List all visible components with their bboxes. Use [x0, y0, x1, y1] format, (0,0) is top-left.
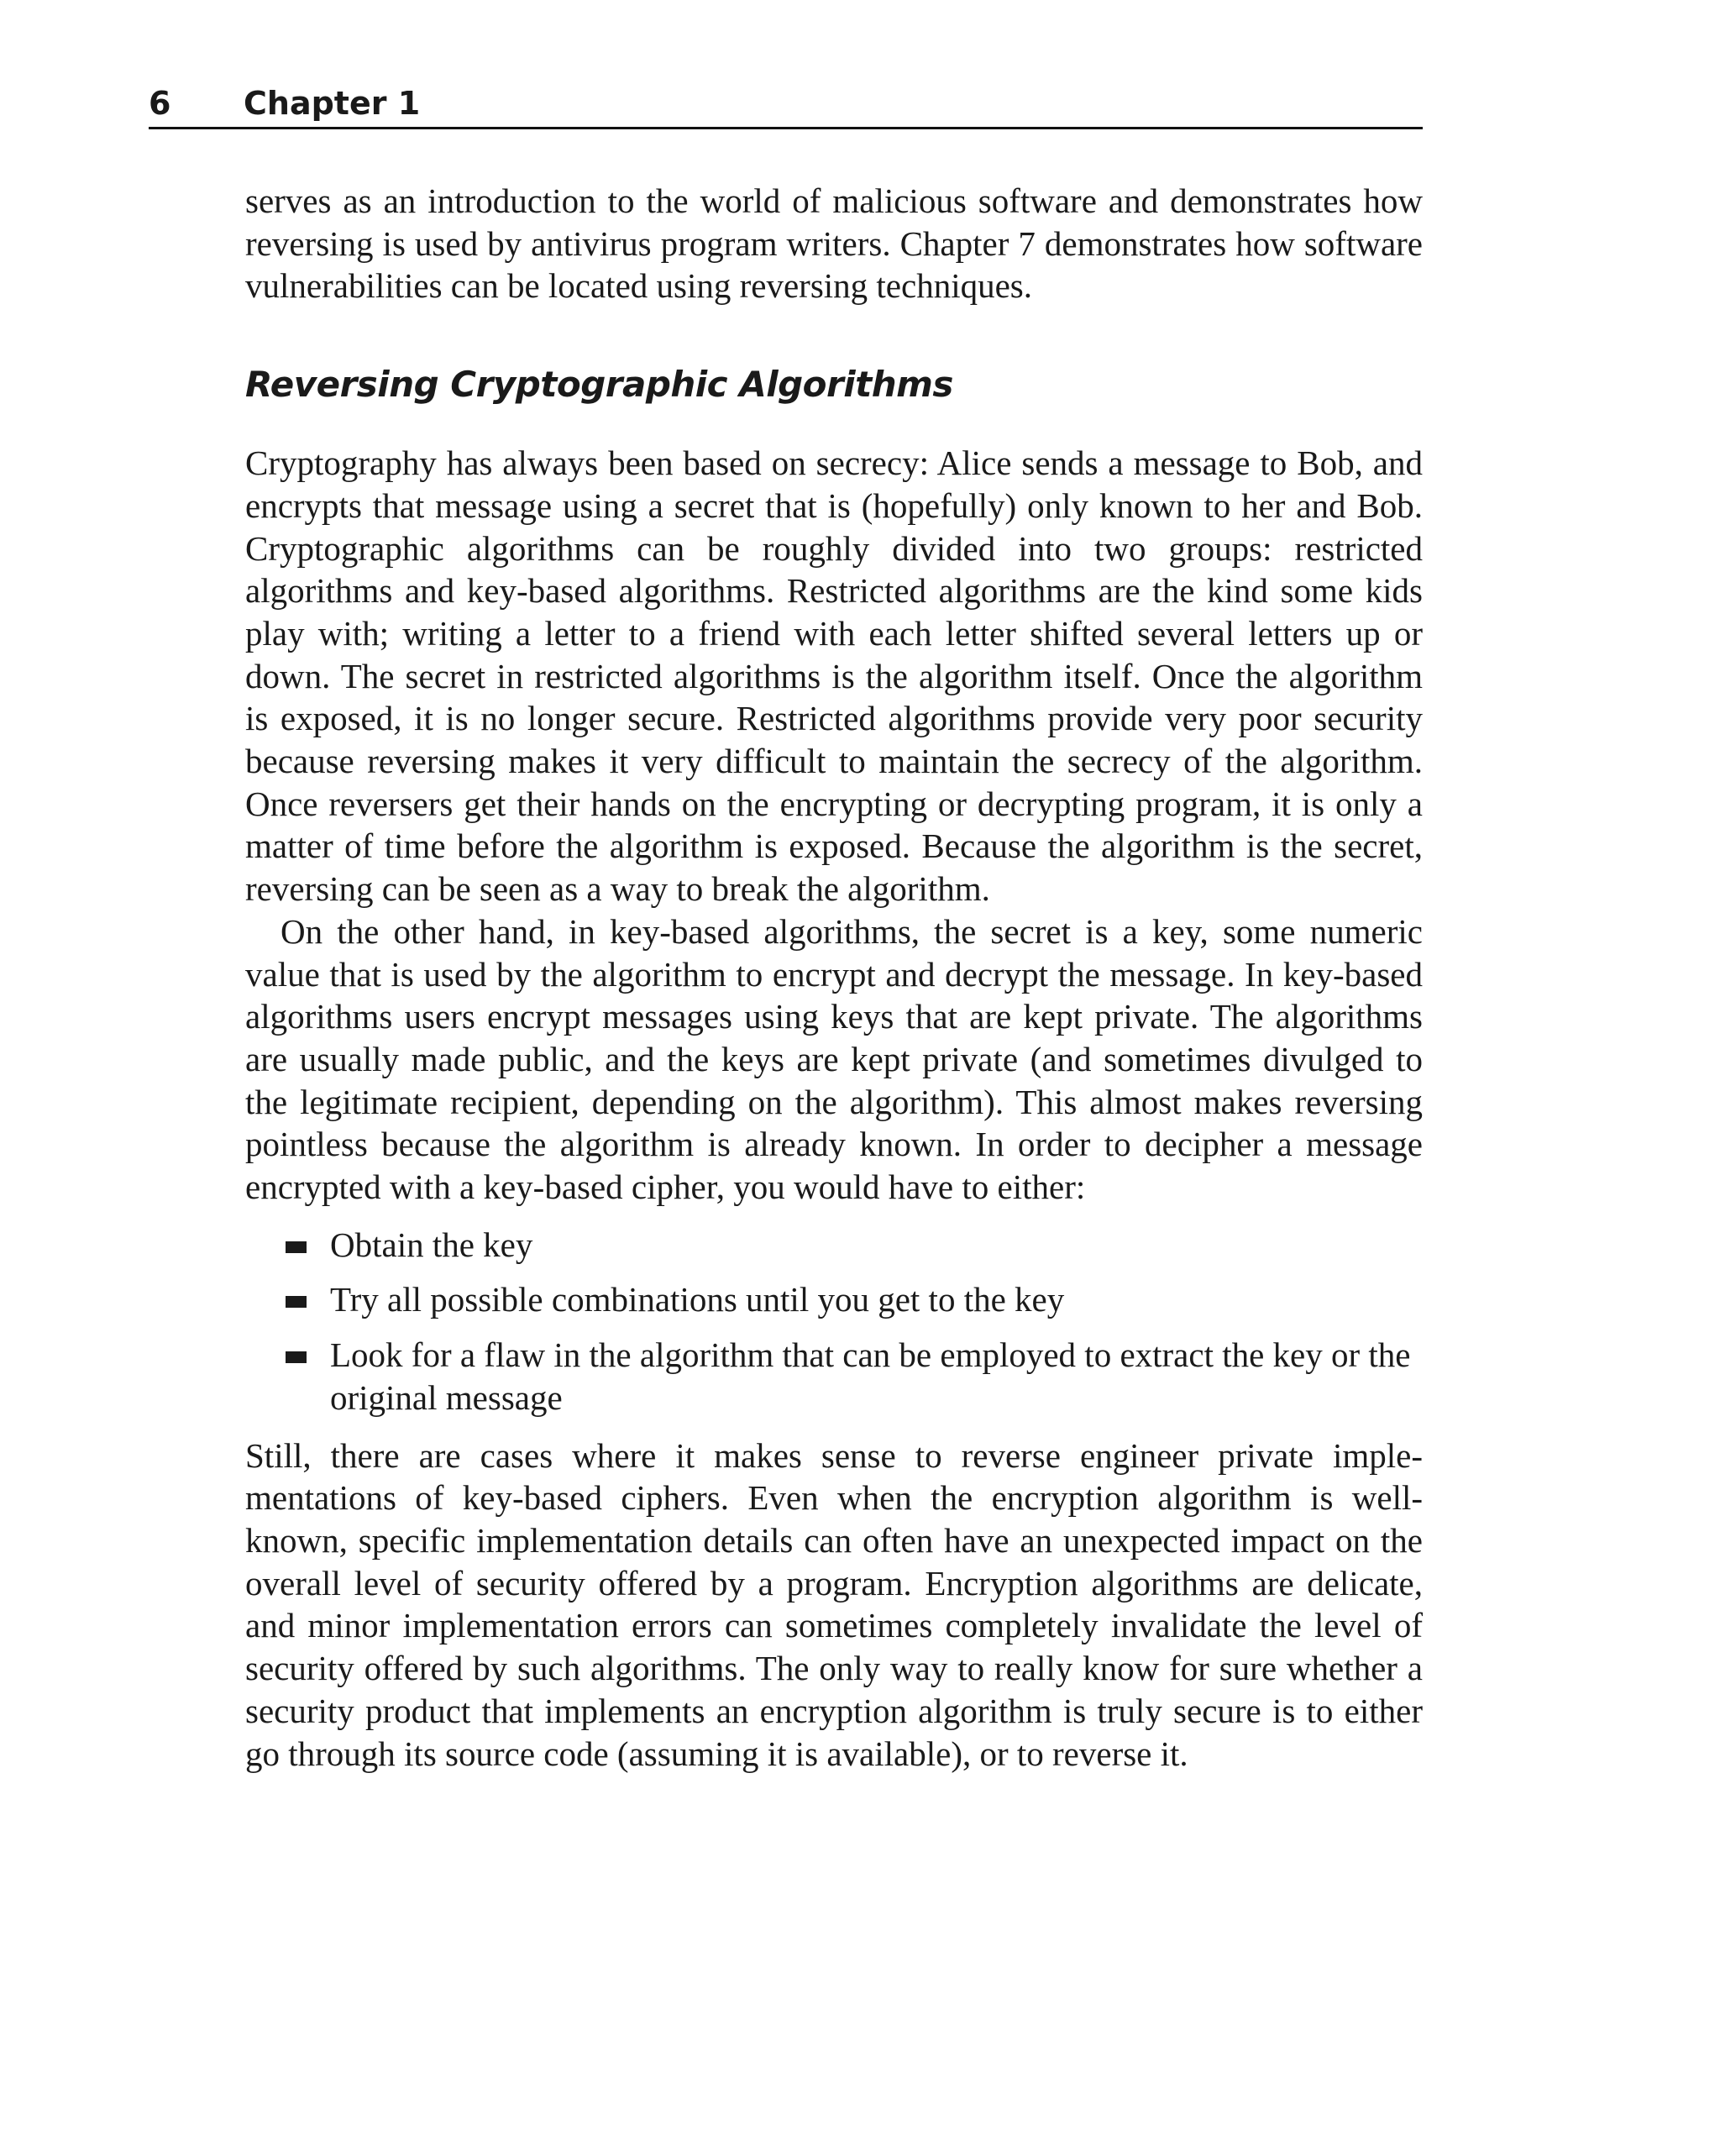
body-paragraph-3: Still, there are cases where it makes sense to reverse engineer private implementations of key-based ciphers. Even when the encryption algorithm is well-known, specific implementation details can often have an unexpected impact on the overall level of security offered by a program. Encryption algorithms are delicate, and minor implementation errors can sometimes completely invalidate the level of security offered by such algorithms. The only way to really know for sure whether a security product that implements an encryption algorithm is truly secure is to either go through its source code (assuming it is available), or to reverse it.	[245, 1435, 1423, 1773]
list-item-text: Try all possible combinations until you get to the key	[330, 1280, 1065, 1319]
square-bullet-icon	[286, 1241, 307, 1253]
body-paragraph-2: On the other hand, in key-based algorithms, the secret is a key, some numeric value that is used by the algorithm to encrypt and decrypt the message. In key-based algorithms users encrypt messages using keys that are kept private. The algorithms are usually made public, and the keys are kept private (and sometimes divulged to the legitimate recipient, depending on the algorithm). This almost makes reversing pointless because the algorithm is already known. In order to decipher a message encrypted with a key-based cipher, you would have to either:	[245, 911, 1423, 1207]
square-bullet-icon	[286, 1351, 307, 1363]
section-heading: Reversing Cryptographic Algorithms	[245, 364, 953, 406]
intro-paragraph: serves as an introduction to the world of malicious software and demonstrates how reversing is used by antivirus program writers. Chapter 7 demonstrates how software vulnerabilities can be located using reversing techniques.	[245, 181, 1423, 306]
list-item	[245, 1224, 1423, 1267]
page-number: 6	[149, 85, 171, 122]
chapter-label: Chapter 1	[244, 85, 421, 122]
list-item	[245, 1334, 1423, 1419]
list-item-text: Obtain the key	[330, 1225, 533, 1264]
list-item	[245, 1278, 1423, 1321]
running-header	[149, 80, 1423, 129]
bullet-list	[245, 1224, 1423, 1419]
page-body	[245, 180, 1423, 1775]
square-bullet-icon	[286, 1296, 307, 1308]
list-item-text: Look for a flaw in the algorithm that can be employed to extract the key or the original message	[330, 1335, 1411, 1417]
body-paragraph-1: Cryptography has always been based on secrecy: Alice sends a message to Bob, and encrypts that message using a secret that is (hopefully) only known to her and Bob. Cryptographic algorithms can be roughly divided into two groups: restricted algorithms and key-based algorithms. Restricted algorithms are the kind some kids play with; writing a letter to a friend with each letter shifted several letters up or down. The secret in restricted algorithms is the algorithm itself. Once the algorithm is exposed, it is no longer secure. Restricted algorithms provide very poor security because reversing makes it very difficult to maintain the secrecy of the algorithm. Once reversers get their hands on the encrypting or decrypting program, it is only a matter of time before the algorithm is exposed. Because the algorithm is the secret, reversing can be seen as a way to break the algorithm.	[245, 443, 1423, 909]
